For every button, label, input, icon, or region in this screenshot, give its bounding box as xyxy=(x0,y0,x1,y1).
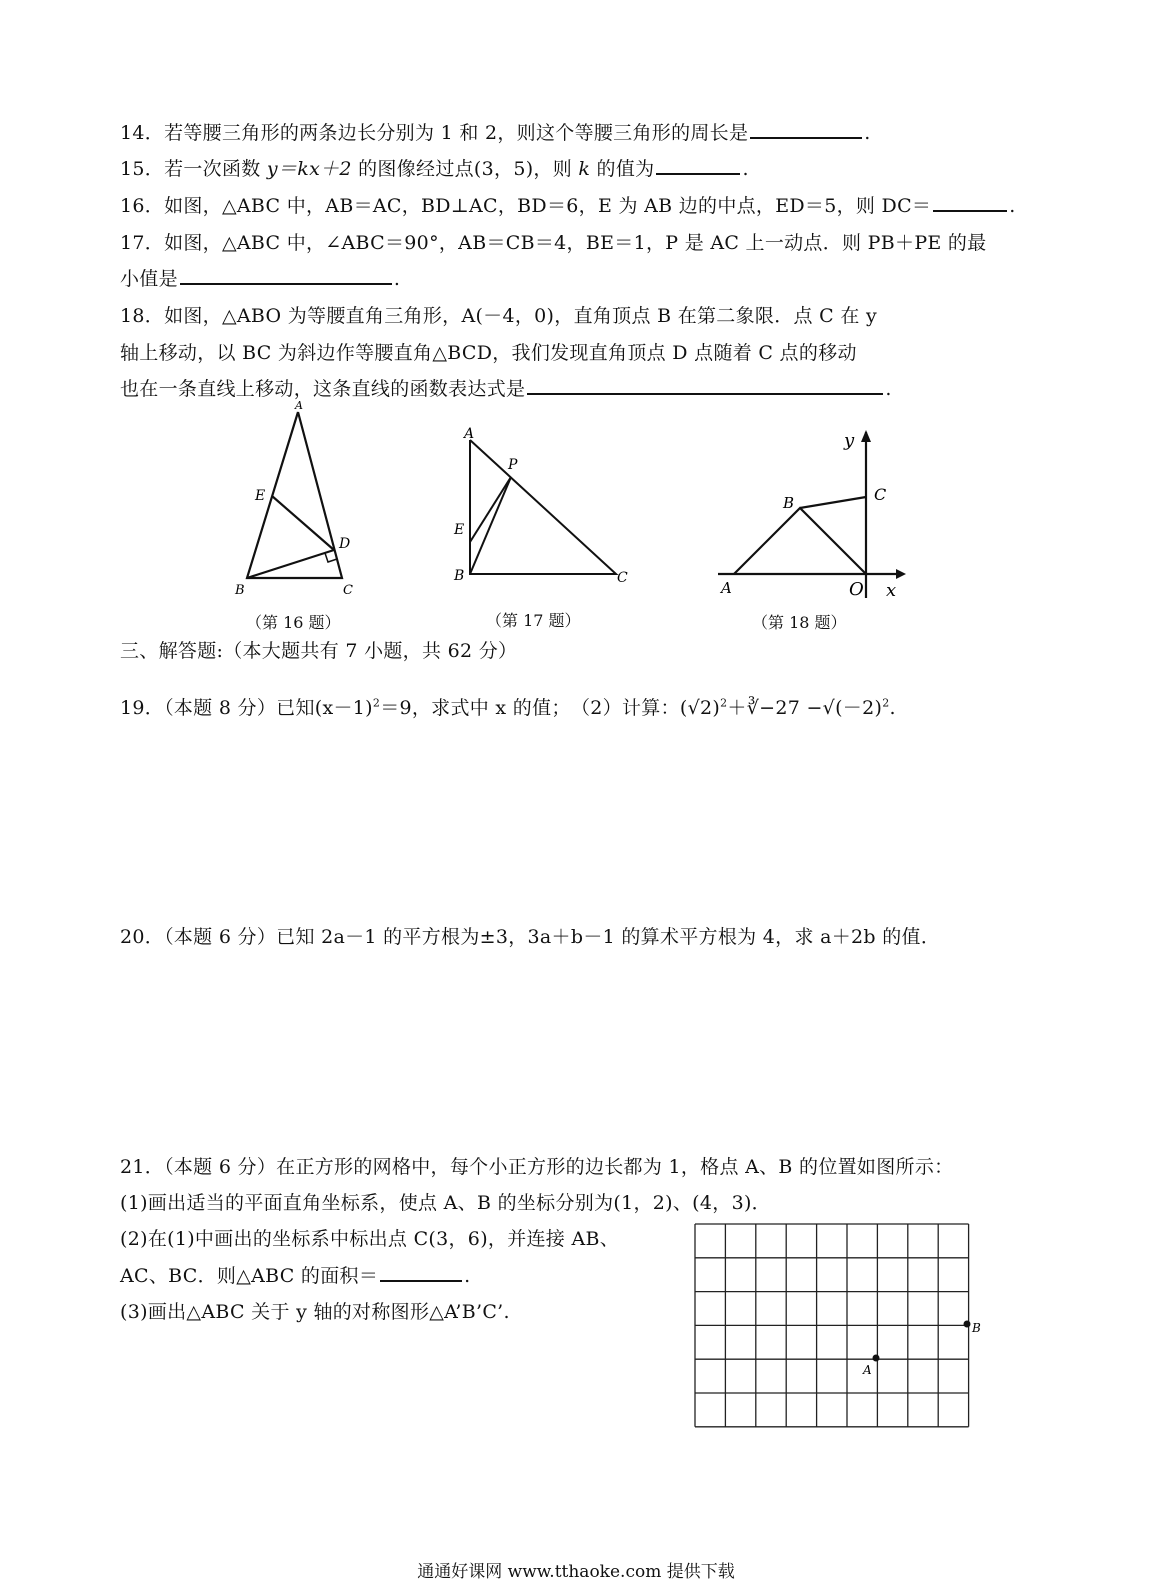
fig16-label-b: B xyxy=(235,583,245,598)
fig18-x-arrow-icon xyxy=(896,569,906,579)
fig18-label-x: x xyxy=(886,580,897,601)
q15-formula: y＝kx＋2 xyxy=(266,158,352,180)
grid-point-b xyxy=(964,1321,971,1328)
fig18-label-c: C xyxy=(874,485,887,504)
question-17-line-2 xyxy=(120,264,400,291)
question-19 xyxy=(120,693,896,720)
question-21-line-4 xyxy=(120,1261,470,1288)
question-21-line-2: (1)画出适当的平面直角坐标系，使点 A、B 的坐标分别为(1，2)、(4，3)． xyxy=(120,1192,771,1214)
fig16-caption: （第 16 题） xyxy=(246,613,341,632)
fig18-segment-bc xyxy=(800,497,866,508)
question-18-line-3 xyxy=(120,374,892,401)
q19-part2: ＝9，求式中 x 的值； （2）计算：(√2) xyxy=(380,697,721,719)
q19-part1: 19．（本题 8 分）已知(x－1) xyxy=(120,697,373,719)
fig18-label-y: y xyxy=(844,430,855,451)
q15-text-c: 的图像经过点(3，5)，则 xyxy=(351,158,579,180)
question-15 xyxy=(120,154,749,181)
fig18-label-b: B xyxy=(783,494,795,512)
fig18-label-o: O xyxy=(849,579,864,600)
q15-text-a: 15．若一次函数 xyxy=(120,158,267,180)
fig17-label-c: C xyxy=(617,570,628,586)
q14-text: 14．若等腰三角形的两条边长分别为 1 和 2，则这个等腰三角形的周长是 xyxy=(120,122,749,144)
question-21-line-5: (3)画出△ABC 关于 y 轴的对称图形△A’B’C’. xyxy=(120,1301,510,1323)
q19-end: . xyxy=(889,697,896,719)
q21-line4-text: AC、BC．则△ABC 的面积＝ xyxy=(120,1265,379,1287)
fig18-triangle-abo xyxy=(734,508,866,574)
q16-answer-blank[interactable] xyxy=(933,192,1007,212)
fig18-y-arrow-icon xyxy=(861,430,871,442)
q18-text-line2: 轴上移动，以 BC 为斜边作等腰直角△BCD，我们发现直角顶点 D 点随着 C 点的移动 xyxy=(120,342,857,364)
fig17-segment-bp xyxy=(470,477,511,574)
q14-answer-blank[interactable] xyxy=(750,119,862,139)
q15-text-e: 的值为 xyxy=(590,158,655,180)
figure-18 xyxy=(710,418,920,608)
q14-end: . xyxy=(864,122,871,144)
fig18-label-a: A xyxy=(721,579,732,597)
fig17-label-e: E xyxy=(454,522,465,538)
q17-end: . xyxy=(393,268,401,290)
figure-21-grid xyxy=(690,1220,990,1430)
q18-answer-blank[interactable] xyxy=(527,375,883,395)
q19-part3: ＋∛−27 −√(－2) xyxy=(727,697,883,719)
q19-sup2: 2 xyxy=(720,696,728,710)
fig16-label-c: C xyxy=(343,583,353,598)
grid-label-a: A xyxy=(863,1363,872,1377)
fig17-segment-ep xyxy=(470,477,511,542)
grid-lines xyxy=(695,1224,969,1427)
fig18-caption: （第 18 题） xyxy=(752,613,847,632)
q16-end: . xyxy=(1009,195,1016,217)
q17-text-line2: 小值是 xyxy=(120,268,178,290)
question-21-line-1: 21．（本题 6 分）在正方形的网格中，每个小正方形的边长都为 1，格点 A、B 的位置如图所示： xyxy=(120,1156,954,1178)
figure-16 xyxy=(225,398,365,603)
q19-sup3: 2 xyxy=(882,696,890,710)
q17-text-line1: 17．如图，△ABC 中，∠ABC＝90°，AB＝CB＝4，BE＝1，P 是 AC 上一动点．则 PB＋PE 的最 xyxy=(120,232,987,254)
q21-area-answer-blank[interactable] xyxy=(380,1262,462,1282)
q18-text-line3: 也在一条直线上移动，这条直线的函数表达式是 xyxy=(120,378,526,400)
fig17-label-b: B xyxy=(454,568,465,584)
section-3-heading: 三、解答题:（本大题共有 7 小题，共 62 分） xyxy=(120,640,518,662)
question-20: 20．（本题 6 分）已知 2a－1 的平方根为±3，3a＋b－1 的算术平方根为 4，求 a＋2b 的值． xyxy=(120,926,941,948)
question-21-line-3: (2)在(1)中画出的坐标系中标出点 C(3，6)，并连接 AB、 xyxy=(120,1228,620,1250)
q15-end: . xyxy=(742,158,749,180)
fig16-segment-ed xyxy=(272,496,334,550)
question-14 xyxy=(120,118,871,145)
q15-var-k: k xyxy=(578,158,591,180)
q21-line4-end: . xyxy=(464,1265,471,1287)
q16-text: 16．如图，△ABC 中，AB＝AC，BD⊥AC，BD＝6，E 为 AB 边的中点，ED＝5，则 DC＝ xyxy=(120,195,932,217)
fig16-label-d: D xyxy=(339,536,351,552)
question-18-line-1 xyxy=(120,301,877,328)
grid-label-b: B xyxy=(972,1321,981,1335)
fig17-label-a: A xyxy=(464,426,475,442)
fig16-label-e: E xyxy=(255,488,266,504)
fig17-label-p: P xyxy=(508,457,518,473)
fig17-caption: （第 17 题） xyxy=(486,611,581,630)
footer-watermark: 通通好课网 www.tthaoke.com 提供下载 xyxy=(417,1562,735,1582)
q18-text-line1: 18．如图，△ABO 为等腰直角三角形，A(－4，0)，直角顶点 B 在第二象限．点 C 在 y xyxy=(120,305,877,327)
fig16-label-a: A xyxy=(295,399,303,412)
q17-answer-blank[interactable] xyxy=(180,265,392,285)
q19-sup1: 2 xyxy=(372,696,381,710)
q18-end: . xyxy=(885,378,892,400)
figure-17 xyxy=(450,420,640,595)
grid-point-a xyxy=(873,1355,880,1362)
q15-answer-blank[interactable] xyxy=(656,155,740,175)
question-16 xyxy=(120,191,1016,218)
fig16-segment-bd xyxy=(247,550,334,578)
question-18-line-2 xyxy=(120,338,857,365)
question-17-line-1 xyxy=(120,228,987,255)
